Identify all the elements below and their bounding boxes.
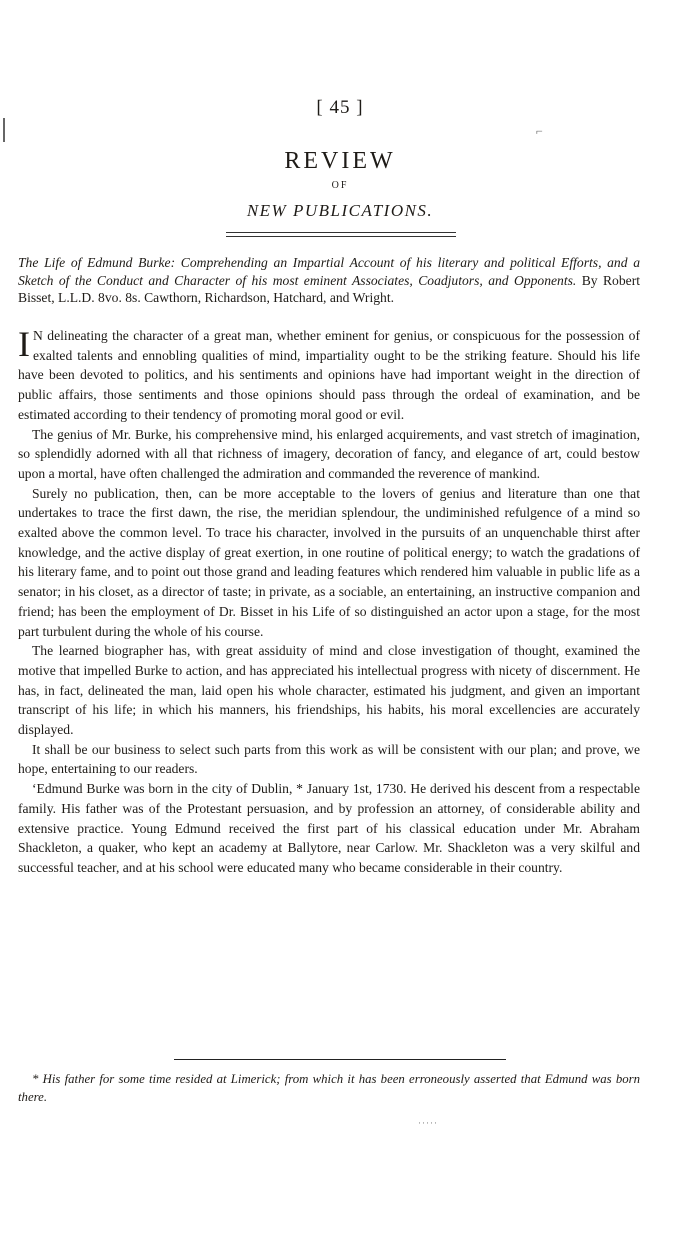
paragraph-5: It shall be our business to select such parts from this work as will be consistent with our plan; and prove, we hope, entertaining to our readers.: [18, 741, 640, 777]
double-rule: [226, 232, 456, 237]
citation-author: By Robert Bisset, L.L.D. 8vo. 8s. Cawthorn, Richardson, Hatchard, and Wright.: [18, 272, 640, 305]
article-body: [18, 326, 640, 878]
of-label: OF: [331, 180, 349, 191]
paragraph-6: ‘Edmund Burke was born in the city of Dublin, * January 1st, 1730. He derived his descent from a respectable family. His father was of the Protestant persuasion, and by profession an attorney, of considerable ability and extensive practice. Young Edmund received the first part of his classical education under Mr. Abraham Shackleton, a quaker, who kept an academy at Ballytore, near Carlow. Mr. Shackleton was a very skilful and successful teacher, and at his school were educated many who became considerable in their country.: [18, 781, 640, 875]
book-citation: [18, 254, 640, 307]
margin-mark: [3, 118, 5, 142]
footnote-rule: [174, 1059, 506, 1060]
paragraph-3: Surely no publication, then, can be more acceptable to the lovers of genius and literature than one that undertakes to trace the first dawn, the rise, the meridian splendour, the undiminished refulgence of a mind so exalted above the common level. To trace his character, involved in the pursuits of an unquenchable thirst after knowledge, and the active display of great exertion, in one routine of political energy; to watch the gradations of his literary fame, and to point out those grand and leading features which rendered him valuable in public life as a senator; in his closet, as a director of taste; in private, as a sociable, an entertaining, an instructive companion and friend; has been the employment of Dr. Bisset in his Life of so distinguished an actor upon a stage, for the most part turbulent during the whole of his course.: [18, 485, 640, 639]
footnote-text: * His father for some time resided at Limerick; from which it has been erroneously asserted that Edmund was born there.: [18, 1072, 640, 1104]
drop-cap: I: [18, 324, 30, 364]
paragraph-2: The genius of Mr. Burke, his comprehensive mind, his enlarged acquirements, and vast stretch of imagination, so splendidly adorned with all that richness of imagery, decoration of fancy, and elegance of art, could bestow upon a mortal, have often challenged the admiration and commanded the reverence of mankind.: [18, 426, 640, 481]
footnote: [18, 1070, 640, 1106]
citation-title: The Life of Edmund Burke: Comprehending an Impartial Account of his literary and political Efforts, and a Sketch of the Conduct and Character of his most eminent Associates, Coadjutors, and Opponents.: [18, 255, 640, 288]
paragraph-1: I N delineating the character of a great man, whether eminent for genius, or conspicuous for the possession of exalted talents and ennobling qualities of mind, impartiality ought to be the striking feature. Should his life have been devoted to politics, and his sentiments and opinions have had important weight in the direction of public affairs, those sentiments and those opinions should pass through the ordeal of examination, and be estimated according to their tendency of promoting moral good or evil.: [18, 324, 640, 422]
ink-mark: ⌐: [536, 124, 543, 138]
section-subtitle: NEW PUBLICATIONS.: [246, 201, 434, 220]
review-title: REVIEW: [284, 148, 396, 174]
paragraph-4: The learned biographer has, with great assiduity of mind and close investigation of thought, examined the motive that impelled Burke to action, and has appreciated his intellectual progress with nicety of discernment. He has, in fact, delineated the man, laid open his whole character, estimated his judgment, and given an important transcript of his life; in which his manners, his friendships, his habits, his moral excellencies are accurately displayed.: [18, 643, 640, 738]
page-number: [ 45 ]: [316, 97, 364, 118]
faint-mark: ·····: [418, 1118, 438, 1128]
